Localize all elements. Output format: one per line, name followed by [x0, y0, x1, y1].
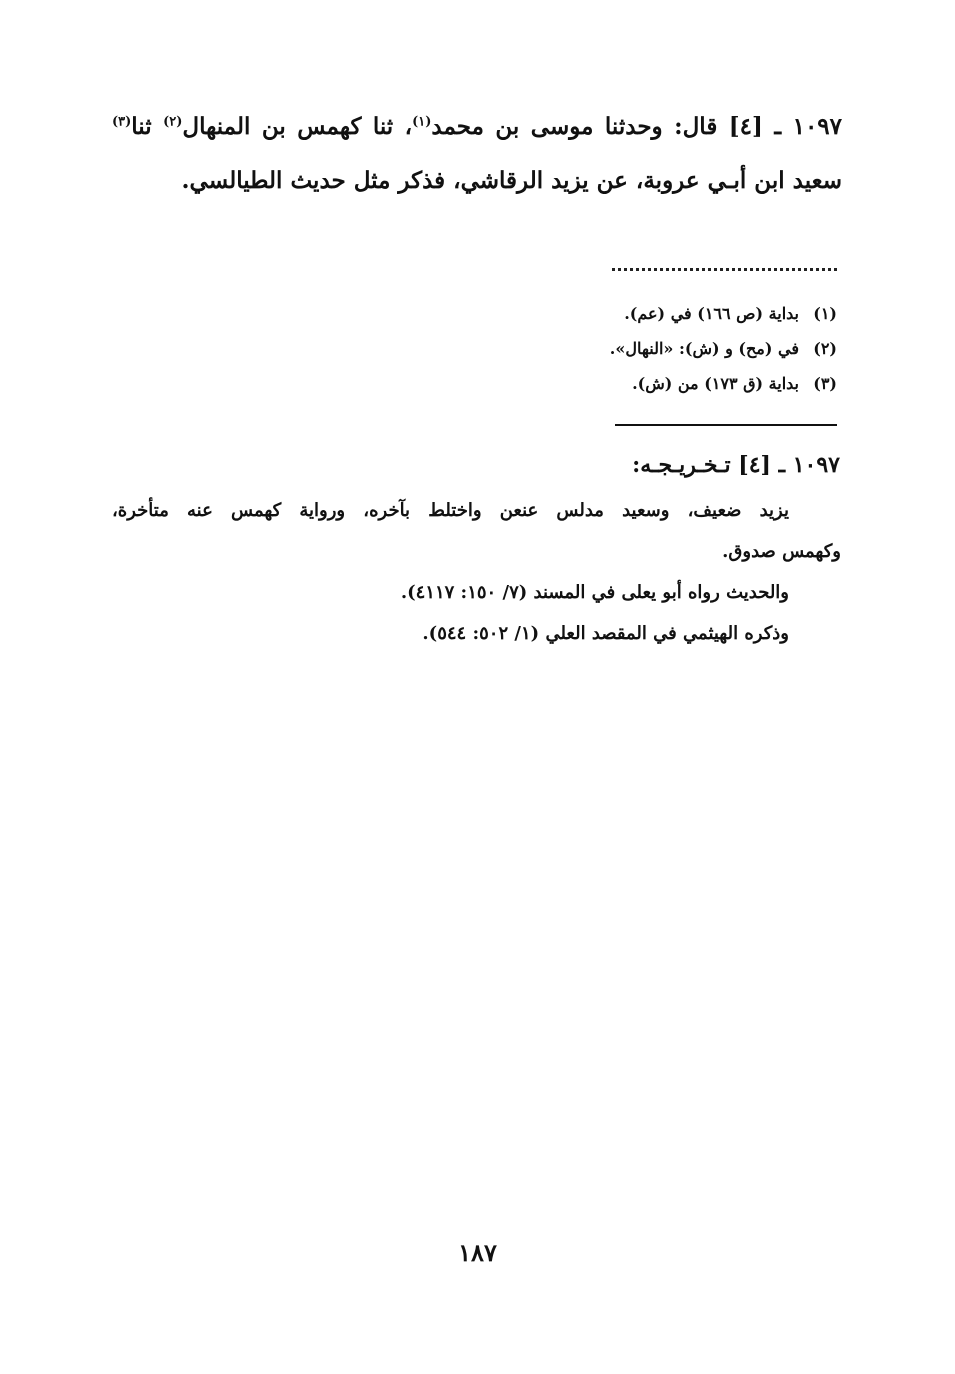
- page-number: ١٨٧: [458, 1238, 497, 1267]
- footnote-marker-1: (١): [412, 114, 432, 130]
- footnote-separator-dotted: [612, 268, 837, 271]
- hadith-text: [112, 100, 842, 208]
- footnote-text: بداية (ق ١٧٣) من (ش).: [632, 374, 799, 393]
- takhrij-reference-haythami: وذكره الهيثمي في المقصد العلي (١/ ٥٠٢: ٥٤٤).: [422, 623, 789, 644]
- takhrij-assessment-continued: وكهمس صدوق.: [722, 541, 841, 562]
- footnote-item: [337, 296, 837, 331]
- takhrij-heading: ١٠٩٧ ـ [٤] تـخـريـجـه:: [632, 452, 840, 478]
- footnote-text: في (مح) و (ش): «النهال».: [609, 339, 799, 358]
- footnote-number: (٣): [813, 374, 837, 393]
- hadith-chain-kahmas: ، ثنا كهمس بن المنهال: [182, 113, 413, 140]
- hadith-paragraph: [112, 100, 842, 208]
- footnote-text: بداية (ص ١٦٦) في (عم).: [624, 304, 799, 323]
- footnote-marker-3: (٣): [112, 114, 132, 130]
- hadith-thana: ثنا: [131, 113, 164, 140]
- takhrij-body: [112, 490, 841, 654]
- footnotes-list: [337, 296, 837, 401]
- takhrij-assessment: يزيد ضعيف، وسعيد مدلس عنعن واختلط بآخره، ورواية كهمس عنه متأخرة،: [112, 500, 789, 521]
- section-divider: [615, 424, 837, 426]
- footnote-marker-2: (٢): [163, 114, 183, 130]
- footnote-item: [337, 331, 837, 366]
- takhrij-reference-abu-yala: والحديث رواه أبو يعلى في المسند (٧/ ١٥٠: ٤١١٧).: [400, 582, 789, 603]
- hadith-rest: سعيد ابن أبـي عروبة، عن يزيد الرقاشي، فذكر مثل حديث الطيالسي.: [181, 167, 842, 194]
- footnote-number: (٢): [813, 339, 837, 358]
- footnote-number: (١): [813, 304, 837, 323]
- footnote-item: [337, 366, 837, 401]
- hadith-opening: ١٠٩٧ ـ [٤] قال: وحدثنا موسى بن محمد: [431, 113, 843, 140]
